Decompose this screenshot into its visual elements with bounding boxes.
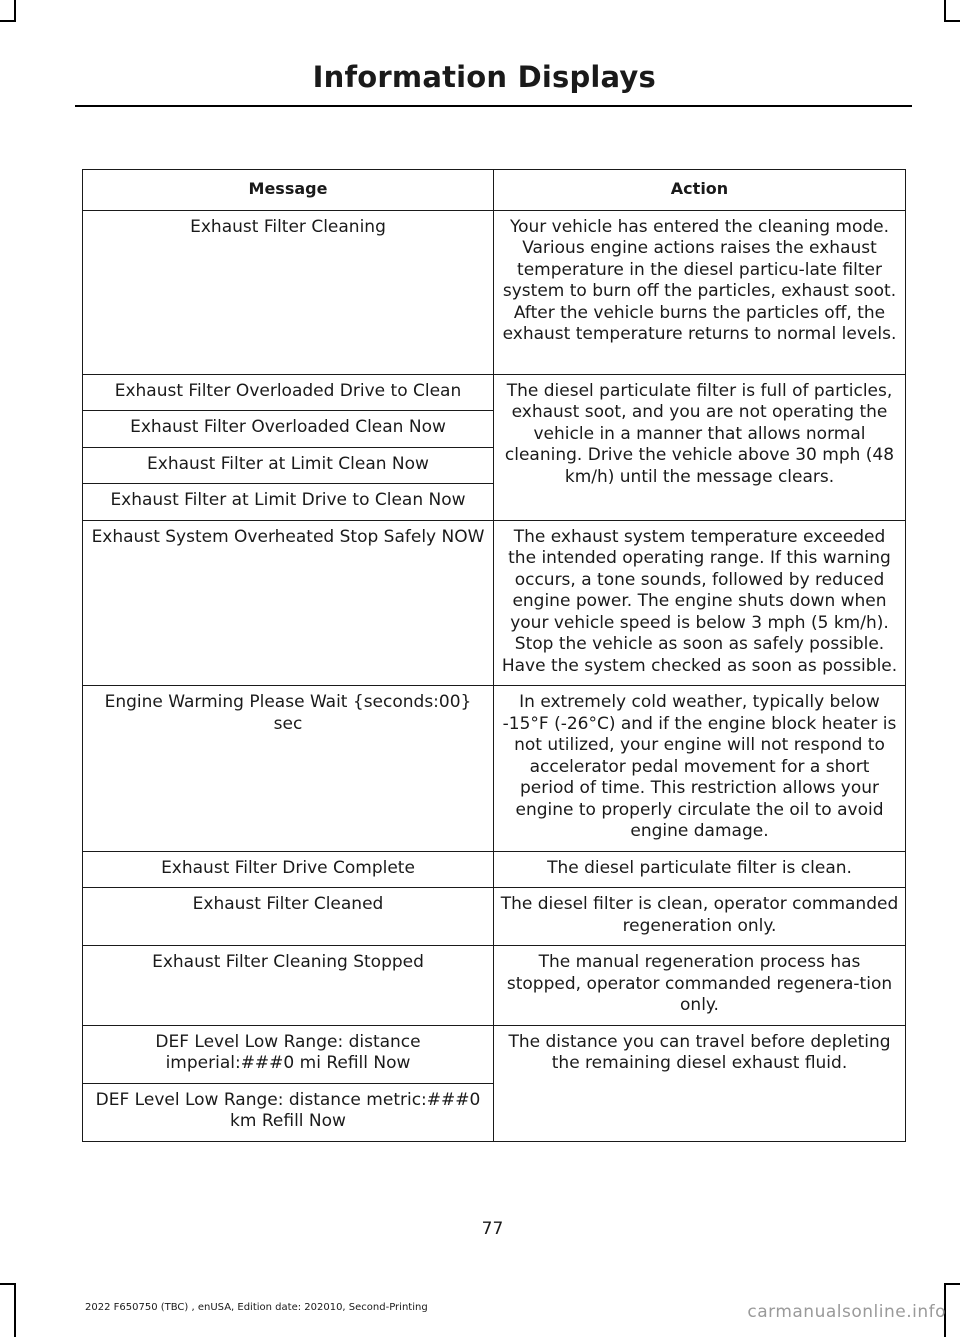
- crop-mark-bottom-left: [14, 1283, 16, 1337]
- site-watermark: carmanualsonline.info: [747, 1302, 946, 1322]
- message-cell: Exhaust Filter Drive Complete: [83, 851, 494, 888]
- edition-footer: 2022 F650750 (TBC) , enUSA, Edition date: 202010, Second-Printing: [85, 1302, 428, 1313]
- action-cell: The diesel particulate filter is clean.: [494, 851, 906, 888]
- crop-mark-top-right: [944, 0, 946, 22]
- table-row: [83, 1025, 906, 1083]
- message-cell: Exhaust Filter Cleaned: [83, 888, 494, 946]
- page-number: 77: [481, 1219, 504, 1239]
- table-row: [83, 946, 906, 1026]
- header-divider: [75, 105, 912, 107]
- message-cell: DEF Level Low Range: distance imperial:###0 mi Refill Now: [83, 1025, 494, 1083]
- crop-mark-bottom-right: [946, 1283, 960, 1285]
- message-cell: DEF Level Low Range: distance metric:###0 km Refill Now: [83, 1083, 494, 1141]
- table-row: [83, 374, 906, 411]
- action-cell: In extremely cold weather, typically below -15°F (-26°C) and if the engine block heater is not utilized, your engine will not respond to accelerator pedal movement for a short period of time. This restriction allows your engine to properly circulate the oil to avoid engine damage.: [494, 686, 906, 852]
- page-title: Information Displays: [312, 60, 656, 94]
- table-header-row: [83, 170, 906, 211]
- message-cell: Exhaust Filter Overloaded Clean Now: [83, 411, 494, 448]
- message-cell: Exhaust Filter Overloaded Drive to Clean: [83, 374, 494, 411]
- action-cell: The manual regeneration process has stopped, operator commanded regenera-tion only.: [494, 946, 906, 1026]
- action-cell: The exhaust system temperature exceeded the intended operating range. If this warning occurs, a tone sounds, followed by reduced engine power. The engine shuts down when your vehicle speed is below 3 mph (5 km/h). Stop the vehicle as soon as safely possible. Have the system checked as soon as possible.: [494, 520, 906, 686]
- column-header-action: Action: [494, 170, 906, 211]
- crop-mark-top-left: [0, 20, 14, 22]
- crop-mark-top-left: [14, 0, 16, 22]
- crop-mark-bottom-left: [0, 1283, 14, 1285]
- action-cell: The distance you can travel before depleting the remaining diesel exhaust fluid.: [494, 1025, 906, 1141]
- action-cell: Your vehicle has entered the cleaning mode. Various engine actions raises the exhaust temperature in the diesel particu-late filter system to burn off the particles, exhaust soot. After the vehicle burns the particles off, the exhaust temperature returns to normal levels.: [494, 210, 906, 374]
- message-cell: Exhaust Filter at Limit Clean Now: [83, 447, 494, 484]
- column-header-message: Message: [83, 170, 494, 211]
- table-row: [83, 520, 906, 686]
- message-cell: Exhaust Filter Cleaning Stopped: [83, 946, 494, 1026]
- message-cell: Exhaust System Overheated Stop Safely NOW: [83, 520, 494, 686]
- table-row: [83, 888, 906, 946]
- table-row: [83, 851, 906, 888]
- crop-mark-top-right: [946, 20, 960, 22]
- table-row: [83, 686, 906, 852]
- action-cell: The diesel filter is clean, operator commanded regeneration only.: [494, 888, 906, 946]
- table-row: [83, 210, 906, 374]
- message-cell: Engine Warming Please Wait {seconds:00} sec: [83, 686, 494, 852]
- message-cell: Exhaust Filter Cleaning: [83, 210, 494, 374]
- action-cell: The diesel particulate filter is full of particles, exhaust soot, and you are not operating the vehicle in a manner that allows normal cleaning. Drive the vehicle above 30 mph (48 km/h) until the message clears.: [494, 374, 906, 520]
- message-action-table: [82, 169, 906, 1142]
- message-cell: Exhaust Filter at Limit Drive to Clean Now: [83, 484, 494, 521]
